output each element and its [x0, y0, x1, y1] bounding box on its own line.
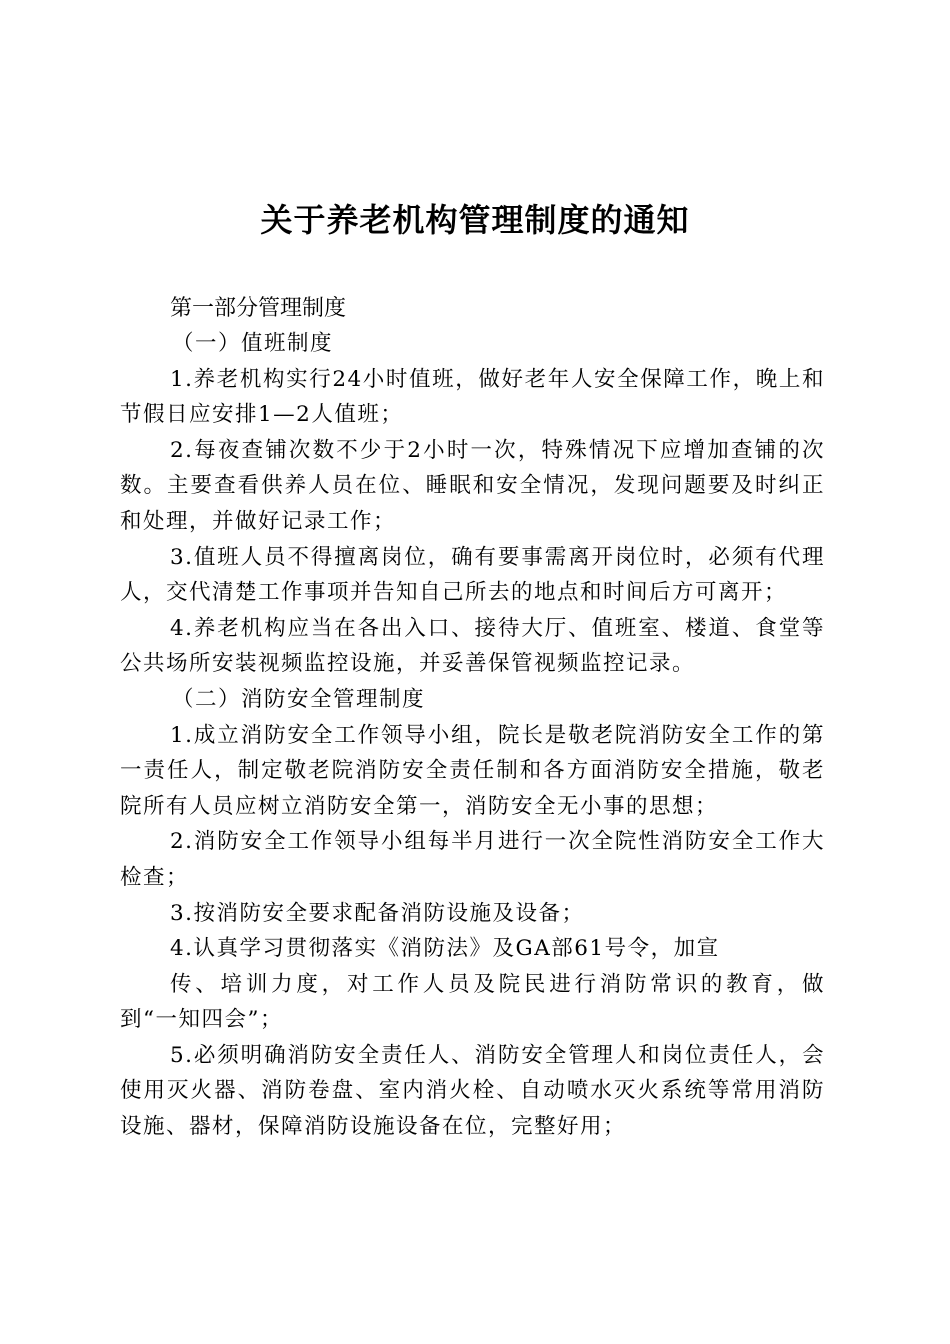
paragraph: 2.消防安全工作领导小组每半月进行一次全院性消防安全工作大检查；: [120, 829, 825, 890]
document-body: [120, 326, 825, 1145]
paragraph: 4.养老机构应当在各出入口、接待大厅、值班室、楼道、食堂等公共场所安装视频监控设施，并妥善保管视频监控记录。: [120, 615, 825, 677]
part-heading: 第一部分管理制度: [170, 296, 347, 321]
paragraph: 4.认真学习贯彻落实《消防法》及GA部61号令，加宣: [170, 936, 720, 962]
paragraph: 2.每夜查铺次数不少于2小时一次，特殊情况下应增加查铺的次数。主要查看供养人员在位、睡眠和安全情况，发现问题要及时纠正和处理，并做好记录工作；: [120, 437, 825, 534]
section-heading-duty: （一）值班制度: [172, 331, 334, 356]
paragraph: 3.值班人员不得擅离岗位，确有要事需离开岗位时，必须有代理人，交代清楚工作事项并告知自己所去的地点和时间后方可离开；: [120, 544, 825, 606]
paragraph: 传、培训力度，对工作人员及院民进行消防常识的教育，做到“一知四会”；: [120, 971, 825, 1033]
section-heading-fire-safety: （二）消防安全管理制度: [172, 686, 426, 712]
paragraph: 3.按消防安全要求配备消防设施及设备；: [170, 900, 585, 926]
document-title: 关于养老机构管理制度的通知: [260, 201, 690, 239]
paragraph: 1.养老机构实行24小时值班，做好老年人安全保障工作，晚上和节假日应安排1—2人值班；: [120, 366, 825, 428]
paragraph: 5.必须明确消防安全责任人、消防安全管理人和岗位责任人，会使用灭火器、消防卷盘、室内消火栓、自动喷水灭火系统等常用消防设施、器材，保障消防设施设备在位，完整好用；: [120, 1042, 825, 1140]
paragraph: 1.成立消防安全工作领导小组，院长是敬老院消防安全工作的第一责任人，制定敬老院消防安全责任制和各方面消防安全措施，敬老院所有人员应树立消防安全第一，消防安全无小事的思想；: [120, 722, 825, 819]
